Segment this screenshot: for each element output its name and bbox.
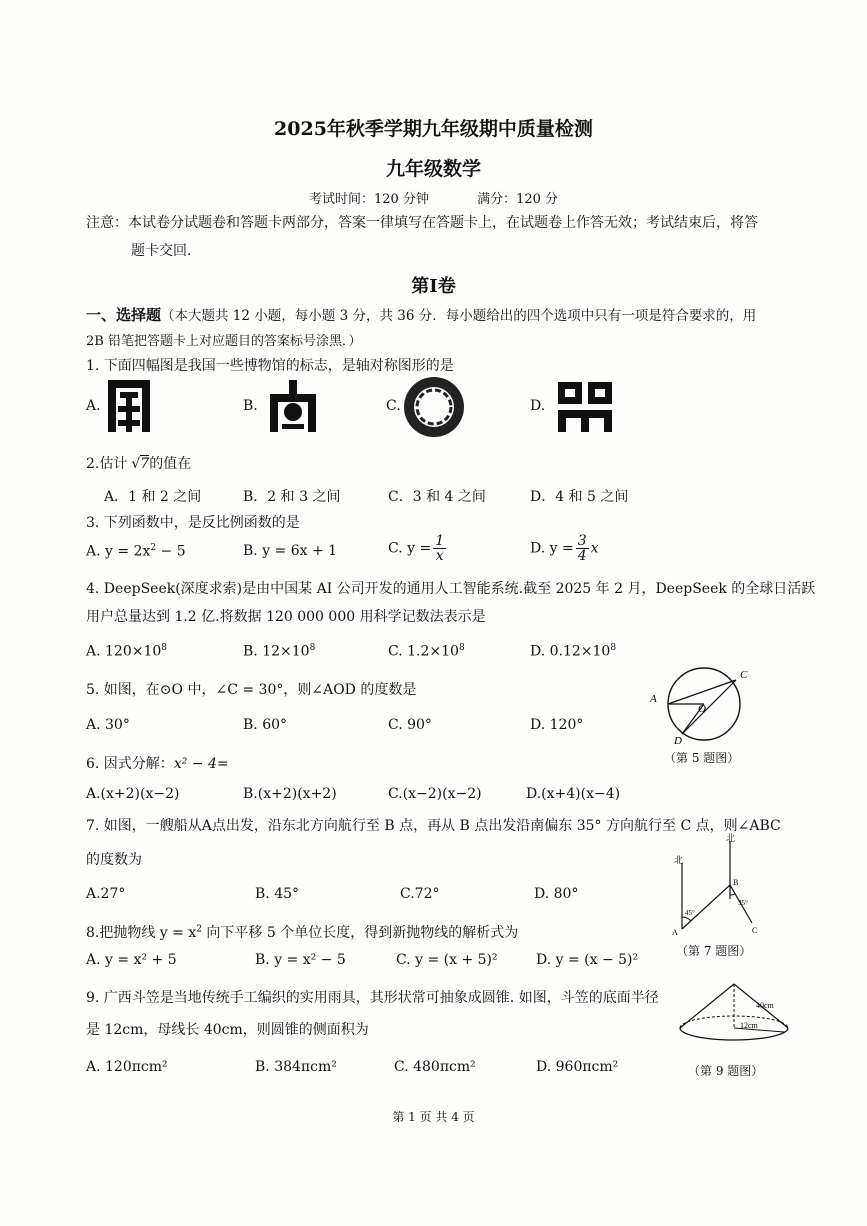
q7-line-1: 7. 如图，一艘船从A点出发，沿东北方向航行至 B 点，再从 B 点出发沿南偏东 35° 方向航行至 C 点，则∠ABC [86, 818, 781, 834]
q6-stem-pre: 6. 因式分解： [86, 756, 174, 772]
q7-option-d: D. 80° [534, 886, 579, 902]
q9-line-2: 是 12cm，母线长 40cm，则圆锥的侧面积为 [86, 1022, 369, 1038]
q3-a-exp: 2 [150, 543, 157, 553]
q8-stem-exp: 2 [196, 924, 202, 935]
q5-option-b: B. 60° [243, 717, 288, 733]
q3-stem: 3. 下列函数中，是反比例函数的是 [86, 515, 300, 531]
q3-option-d [530, 534, 599, 563]
q3-c-pre: C. y = [388, 540, 432, 557]
q4-b-pre: B. 12×10 [243, 643, 310, 660]
q3-option-b: B. y = 6x + 1 [243, 543, 338, 559]
q9-option-a: A. 120πcm² [86, 1059, 168, 1075]
q2-stem-post: 的值在 [149, 456, 192, 472]
q7-option-a: A.27° [86, 886, 126, 902]
q3-d-num: 3 [577, 533, 587, 549]
q4-option-a [86, 643, 167, 660]
q3-a-post: − 5 [156, 543, 186, 560]
q5-circle-figure [644, 664, 754, 746]
q3-c-num: 1 [435, 533, 445, 549]
q7-option-c: C.72° [400, 886, 440, 902]
exam-time: 考试时间：120 分钟 [308, 192, 429, 207]
q1-option-d-label: D. [530, 398, 546, 414]
q3-option-a [86, 543, 186, 560]
mc-heading-cont: 2B 铅笔把答题卡上对应题目的答案标号涂黑．） [86, 334, 362, 349]
q6-option-b: B.(x+2)(x+2) [243, 786, 337, 802]
q8-option-c: C. y = (x + 5)² [396, 952, 498, 968]
q9-option-d: D. 960πcm² [536, 1059, 619, 1075]
q9-slant-label: 40cm [756, 1001, 774, 1010]
q7-navigation-figure [668, 833, 772, 941]
q3-c-den: x [435, 548, 444, 564]
q4-d-pre: D. 0.12×10 [530, 643, 611, 660]
q9-option-c: C. 480πcm² [394, 1059, 476, 1075]
q5-option-c: C. 90° [388, 717, 432, 733]
section-title: 第Ⅰ卷 [411, 276, 456, 297]
exam-subtitle: 九年级数学 [385, 158, 481, 180]
q5-label-o: O [698, 703, 706, 715]
q7-label-b: B [733, 878, 739, 887]
q4-option-b [243, 643, 315, 660]
q4-line-1: 4. DeepSeek(深度求索)是由中国某 AI 公司开发的通用人工智能系统.截至 2025 年 2 月，DeepSeek 的全球日活跃 [86, 581, 816, 597]
notice-line-1 [86, 212, 758, 232]
exam-title: 2025年秋季学期九年级期中质量检测 [274, 118, 593, 140]
q4-a-exp: 8 [161, 643, 168, 653]
q1-option-c-label: C. [386, 398, 401, 414]
page-footer: 第 1 页 共 4 页 [392, 1110, 475, 1124]
q1-option-b-label: B. [243, 398, 258, 414]
q6-option-d: D.(x+4)(x−4) [526, 786, 621, 802]
q6-option-a: A.(x+2)(x−2) [86, 786, 180, 802]
q9-caption: （第 9 题图） [688, 1064, 764, 1078]
q1-stem: 1. 下面四幅图是我国一些博物馆的标志，是轴对称图形的是 [86, 358, 454, 374]
museum-logo-c [403, 376, 465, 438]
mc-heading [86, 304, 756, 325]
q5-label-a: A [650, 693, 657, 705]
q2-stem-pre: 2.估计 [86, 456, 128, 472]
mc-heading-label: 一、选择题 [86, 306, 162, 324]
q4-line-2: 用户总量达到 1.2 亿.将数据 120 000 000 用科学记数法表示是 [86, 609, 486, 625]
q1-option-a-label: A. [86, 398, 101, 414]
q3-a-pre: A. y = 2x [86, 543, 151, 560]
q8-stem-pre: 8.把抛物线 y = x [86, 925, 197, 941]
q9-radius-label: 12cm [740, 1021, 758, 1030]
q7-north-a: 北 [674, 856, 684, 866]
q5-option-a: A. 30° [86, 717, 130, 733]
q5-option-d: D. 120° [530, 717, 584, 733]
q8-option-a: A. y = x² + 5 [86, 952, 177, 968]
q7-caption: （第 7 题图） [676, 944, 752, 958]
q8-option-b: B. y = x² − 5 [255, 952, 346, 968]
mc-heading-text: （本大题共 12 小题，每小题 3 分，共 36 分．每小题给出的四个选项中只有一项是符合要求的，用 [161, 308, 757, 324]
q4-a-pre: A. 120×10 [86, 643, 162, 660]
q4-b-exp: 8 [309, 643, 316, 653]
q5-label-c: C [740, 669, 748, 681]
q9-line-1: 9. 广西斗笠是当地传统手工编织的实用雨具，其形状常可抽象成圆锥. 如图，斗笠的底面半径 [86, 990, 659, 1006]
q3-d-post: x [590, 540, 599, 557]
notice-text-1: 本试卷分试题卷和答题卡两部分，答案一律填写在答题卡上，在试题卷上作答无效；考试结束后，将答 [128, 215, 758, 231]
q6-stem-math: x² − 4= [173, 756, 229, 772]
full-score: 满分：120 分 [477, 192, 559, 207]
q4-option-d [530, 643, 616, 660]
q7-angle-45: 45° [685, 909, 695, 917]
q2-stem: 2.估计 √7的值在 [86, 456, 192, 472]
q5-caption: （第 5 题图） [664, 751, 740, 765]
notice-label: 注意： [86, 215, 128, 231]
q7-line-2: 的度数为 [86, 852, 142, 868]
q5-label-d: D [674, 735, 682, 746]
q4-d-exp: 8 [610, 643, 617, 653]
q7-north-b: 北 [726, 834, 736, 844]
q2-radicand: 7 [140, 456, 150, 472]
q4-c-exp: 8 [458, 643, 465, 653]
q6-option-c: C.(x−2)(x−2) [388, 786, 482, 802]
museum-logo-d [556, 380, 614, 434]
notice-line-2: 题卡交回. [131, 243, 192, 259]
q9-cone-figure [676, 980, 792, 1050]
q7-angle-35: 35° [738, 899, 748, 907]
q4-option-c [388, 643, 465, 660]
q8-option-d: D. y = (x − 5)² [536, 952, 639, 968]
q2-option-d: D．4 和 5 之间 [530, 489, 629, 505]
q3-option-c [388, 534, 448, 563]
q6-stem [86, 753, 229, 773]
q2-option-b: B．2 和 3 之间 [243, 489, 341, 505]
q8-stem [86, 922, 518, 942]
q8-stem-post: 向下平移 5 个单位长度，得到新抛物线的解析式为 [201, 925, 519, 941]
museum-logo-b [266, 380, 320, 434]
q9-option-b: B. 384πcm² [255, 1059, 337, 1075]
q7-option-b: B. 45° [255, 886, 300, 902]
q3-d-den: 4 [577, 548, 587, 564]
exam-info [0, 188, 867, 207]
q5-stem: 5. 如图，在⊙O 中，∠C = 30°，则∠AOD 的度数是 [86, 682, 417, 698]
q2-option-a: A．1 和 2 之间 [104, 489, 202, 505]
q2-option-c: C．3 和 4 之间 [388, 489, 486, 505]
q7-label-a: A [672, 928, 678, 937]
q7-label-c: C [752, 926, 758, 935]
q3-d-pre: D. y = [530, 540, 574, 557]
museum-logo-a [106, 378, 152, 434]
q4-c-pre: C. 1.2×10 [388, 643, 459, 660]
